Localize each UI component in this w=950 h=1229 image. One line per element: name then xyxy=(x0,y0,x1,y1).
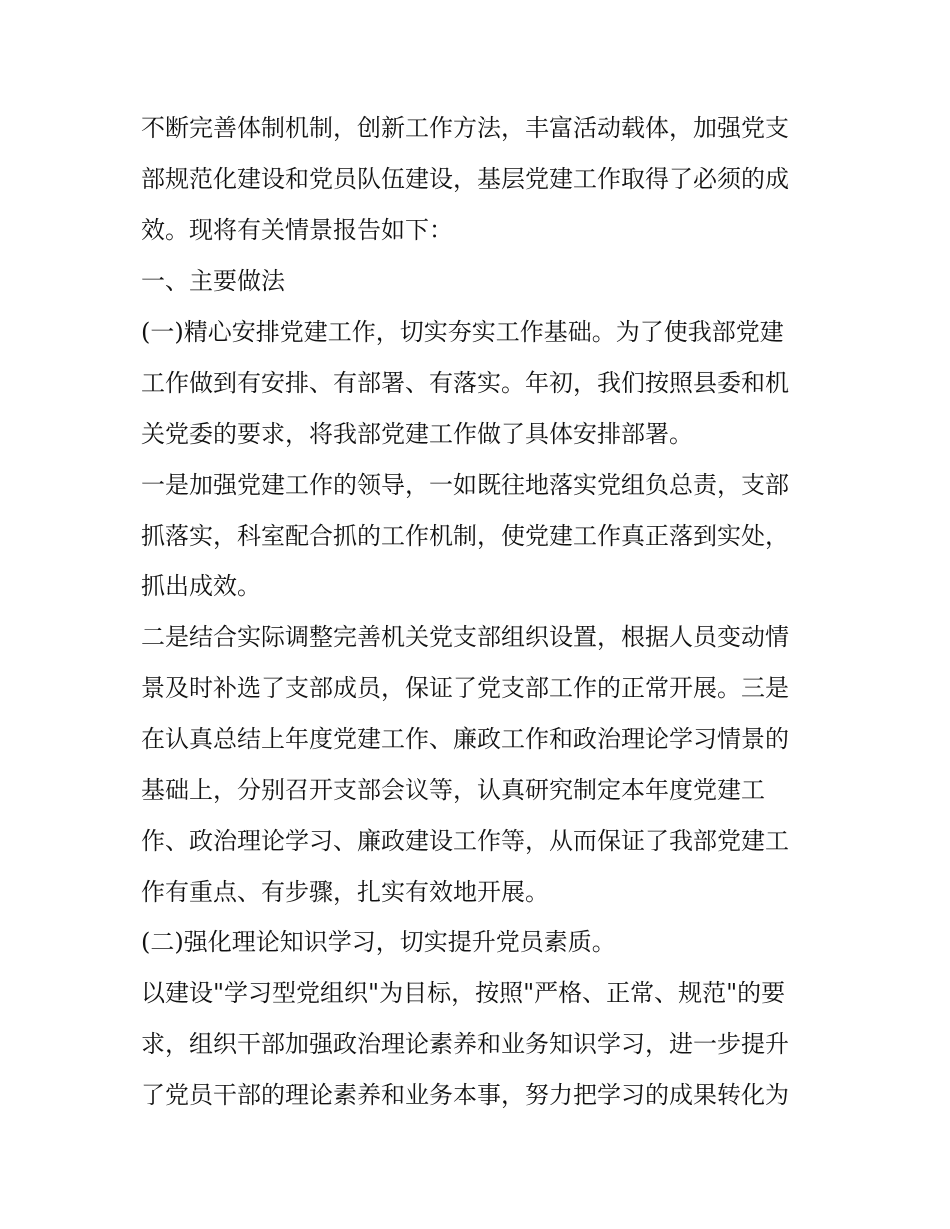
text-line: 抓落实，科室配合抓的工作机制，使党建工作真正落到实处， xyxy=(141,522,789,550)
text-line: 作、政治理论学习、廉政建设工作等，从而保证了我部党建工 xyxy=(141,827,789,855)
text-line: (二)强化理论知识学习，切实提升党员素质。 xyxy=(141,928,616,956)
text-line: 求，组织干部加强政治理论素养和业务知识学习，进一步提升 xyxy=(141,1030,789,1058)
text-line: 关党委的要求，将我部党建工作做了具体安排部署。 xyxy=(141,420,693,448)
text-line: 工作做到有安排、有部署、有落实。年初，我们按照县委和机 xyxy=(141,369,789,397)
text-line: 二是结合实际调整完善机关党支部组织设置，根据人员变动情 xyxy=(141,623,789,651)
text-line: 效。现将有关情景报告如下： xyxy=(141,216,453,244)
text-line: 不断完善体制机制，创新工作方法，丰富活动载体，加强党支 xyxy=(141,114,789,142)
text-line: 部规范化建设和党员队伍建设，基层党建工作取得了必须的成 xyxy=(141,165,789,193)
text-line: 一是加强党建工作的领导，一如既往地落实党组负总责，支部 xyxy=(141,471,789,499)
text-line: 了党员干部的理论素养和业务本事，努力把学习的成果转化为 xyxy=(141,1081,789,1109)
section-heading: 一、主要做法 xyxy=(141,267,285,295)
text-line: 抓出成效。 xyxy=(141,572,261,600)
text-line: (一)精心安排党建工作，切实夯实工作基础。为了使我部党建 xyxy=(141,318,784,346)
text-line: 在认真总结上年度党建工作、廉政工作和政治理论学习情景的 xyxy=(141,725,789,753)
text-line: 以建设"学习型党组织"为目标，按照"严格、正常、规范"的要 xyxy=(141,979,786,1007)
text-line: 作有重点、有步骤，扎实有效地开展。 xyxy=(141,878,549,906)
text-line: 景及时补选了支部成员，保证了党支部工作的正常开展。三是 xyxy=(141,674,789,702)
text-line: 基础上，分别召开支部会议等，认真研究制定本年度党建工 xyxy=(141,776,765,804)
